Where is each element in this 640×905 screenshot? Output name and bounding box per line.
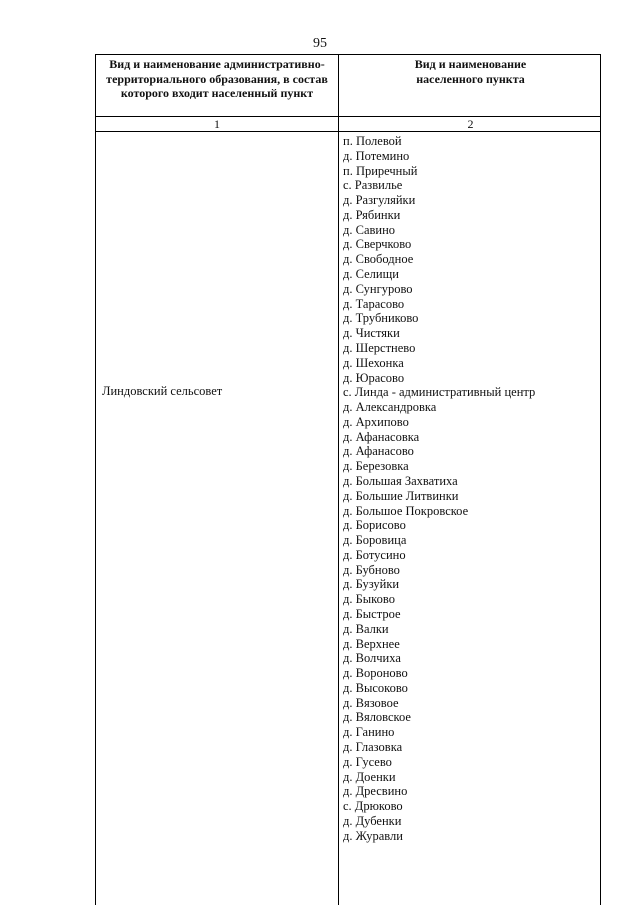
settlement-item: д. Березовка	[343, 459, 409, 474]
settlement-item: д. Ганино	[343, 725, 395, 740]
settlement-item: д. Сверчково	[343, 237, 412, 252]
settlement-item: с. Дрюково	[343, 799, 403, 814]
settlement-item: д. Верхнее	[343, 636, 400, 651]
settlement-item: п. Приречный	[343, 163, 418, 178]
settlement-item: д. Тарасово	[343, 296, 405, 311]
column-number-2: 2	[467, 117, 474, 131]
settlement-item: д. Быково	[343, 592, 395, 607]
settlement-item: д. Ботусино	[343, 547, 406, 562]
header-settlement-text: Вид и наименование населенного пункта	[414, 57, 527, 86]
column-number-1: 1	[214, 117, 220, 131]
settlement-item: д. Потемино	[343, 148, 410, 163]
settlement-item: д. Дубенки	[343, 813, 402, 828]
page-number: 95	[313, 36, 327, 51]
settlement-item: д. Свободное	[343, 252, 414, 267]
settlement-item: д. Глазовка	[343, 740, 403, 755]
settlement-item: д. Шехонка	[343, 355, 404, 370]
settlement-item: с. Развилье	[343, 178, 403, 193]
settlement-item: д. Сунгурово	[343, 281, 413, 296]
settlement-list	[343, 134, 535, 844]
settlement-item: д. Трубниково	[343, 311, 419, 326]
settlement-item: д. Вороново	[343, 666, 408, 681]
settlement-item: с. Линда - административный центр	[343, 385, 536, 400]
settlement-item: д. Высоково	[343, 680, 408, 695]
settlement-item: д. Рябинки	[343, 207, 401, 222]
settlement-item: д. Александровка	[343, 400, 437, 415]
settlement-item: д. Гусево	[343, 754, 392, 769]
column-number-divider	[96, 131, 600, 132]
header-settlement	[339, 57, 602, 115]
settlement-item: д. Вязовое	[343, 695, 399, 710]
settlement-item: д. Дресвино	[343, 784, 408, 799]
settlement-item: д. Вяловское	[343, 710, 411, 725]
settlement-item: д. Большие Литвинки	[343, 488, 459, 503]
settlement-item: д. Разгуляйки	[343, 193, 416, 208]
header-admin-unit: Вид и наименование административно-территориального образования, в состав которого входит населенный пункт	[106, 57, 328, 100]
admin-unit-name: Линдовский сельсовет	[102, 384, 223, 398]
settlement-item: д. Боровица	[343, 533, 407, 548]
settlements-table	[95, 54, 601, 905]
settlement-item: д. Быстрое	[343, 607, 401, 621]
settlement-item: д. Волчиха	[343, 651, 401, 666]
settlement-item: д. Журавли	[343, 828, 403, 843]
settlement-item: д. Юрасово	[343, 370, 405, 385]
settlement-item: п. Полевой	[343, 134, 402, 148]
settlement-item: д. Селищи	[343, 267, 399, 282]
settlement-item: д. Афанасово	[343, 444, 414, 459]
settlement-item: д. Большая Захватиха	[343, 473, 458, 488]
settlement-item: д. Валки	[343, 621, 389, 636]
settlement-item: д. Бубново	[343, 562, 400, 577]
settlement-item: д. Борисово	[343, 518, 406, 533]
settlement-item: д. Чистяки	[343, 326, 400, 341]
settlement-item: д. Шерстнево	[343, 340, 416, 355]
header-divider	[96, 116, 600, 117]
settlement-item: д. Савино	[343, 222, 396, 237]
settlement-item: д. Бузуйки	[343, 577, 400, 592]
column-divider	[338, 55, 339, 905]
settlement-item: д. Доенки	[343, 769, 396, 784]
settlement-item: д. Афанасовка	[343, 429, 420, 444]
settlement-item: д. Архипово	[343, 414, 409, 429]
settlement-item: д. Большое Покровское	[343, 503, 469, 518]
